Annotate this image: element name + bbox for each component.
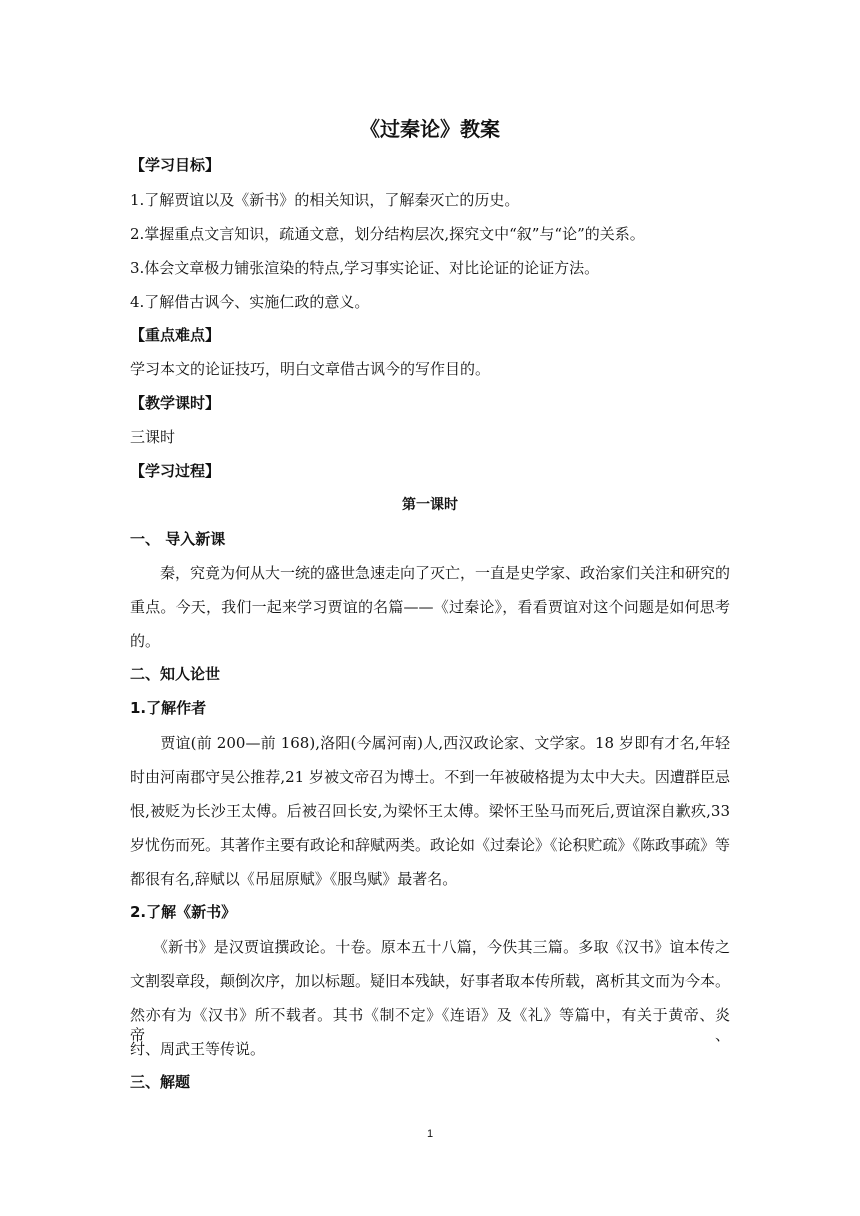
class-hours-text: 三课时 xyxy=(130,428,176,446)
xinshu-line: 然亦有为《汉书》所不载者。其书《制不定》《连语》及《礼》等篇中，有关于黄帝、炎帝、 xyxy=(130,1006,730,1044)
intro-line: 秦，究竟为何从大一统的盛世急速走向了灭亡，一直是史学家、政治家们关注和研究的 xyxy=(130,564,731,582)
document-title: 《过秦论》教案 xyxy=(360,117,500,141)
lesson-one-heading: 第一课时 xyxy=(402,497,458,513)
heading-class-hours: 【教学课时】 xyxy=(130,394,221,412)
goal-item: 4.了解借古讽今、实施仁政的意义。 xyxy=(130,293,370,311)
heading-learning-process: 【学习过程】 xyxy=(130,462,221,480)
key-points-text: 学习本文的论证技巧，明白文章借古讽今的写作目的。 xyxy=(130,360,491,378)
heading-intro: 一、 导入新课 xyxy=(130,530,226,548)
heading-know-author: 二、知人论世 xyxy=(130,665,221,683)
goal-item: 1.了解贾谊以及《新书》的相关知识，了解秦灭亡的历史。 xyxy=(130,191,520,209)
heading-key-points: 【重点难点】 xyxy=(130,326,221,344)
author-line: 都很有名,辞赋以《吊屈原赋》《服鸟赋》最著名。 xyxy=(130,870,458,888)
page-number: 1 xyxy=(426,1128,434,1140)
heading-about-xinshu: 2.了解《新书》 xyxy=(130,903,237,921)
xinshu-line: 纣、周武王等传说。 xyxy=(130,1040,266,1058)
intro-line: 的。 xyxy=(130,632,161,650)
xinshu-line: 文割裂章段，颠倒次序，加以标题。疑旧本残缺，好事者取本传所载，离析其文而为今本。 xyxy=(130,972,731,990)
heading-title-explanation: 三、解题 xyxy=(130,1073,191,1091)
author-line: 岁忧伤而死。其著作主要有政论和辞赋两类。政论如《过秦论》《论积贮疏》《陈政事疏》等 xyxy=(130,836,731,854)
heading-learning-goals: 【学习目标】 xyxy=(130,156,221,174)
goal-item: 2.掌握重点文言知识，疏通文意，划分结构层次,探究文中“叙”与“论”的关系。 xyxy=(130,225,645,243)
goal-item: 3.体会文章极力铺张渲染的特点,学习事实论证、对比论证的论证方法。 xyxy=(130,259,600,277)
intro-line: 重点。今天，我们一起来学习贾谊的名篇——《过秦论》，看看贾谊对这个问题是如何思考 xyxy=(130,598,730,616)
xinshu-line: 《新书》是汉贾谊撰政论。十卷。原本五十八篇，今佚其三篇。多取《汉书》谊本传之 xyxy=(130,938,730,956)
author-line: 恨,被贬为长沙王太傅。后被召回长安,为梁怀王太傅。梁怀王坠马而死后,贾谊深自歉疚,33 xyxy=(130,802,730,820)
author-line: 贾谊(前 200—前 168),洛阳(今属河南)人,西汉政论家、文学家。18 岁即有才名,年轻 xyxy=(130,734,730,752)
author-line: 时由河南郡守吴公推荐,21 岁被文帝召为博士。不到一年被破格提为太中大夫。因遭群臣忌 xyxy=(130,768,730,786)
heading-about-author: 1.了解作者 xyxy=(130,699,207,717)
